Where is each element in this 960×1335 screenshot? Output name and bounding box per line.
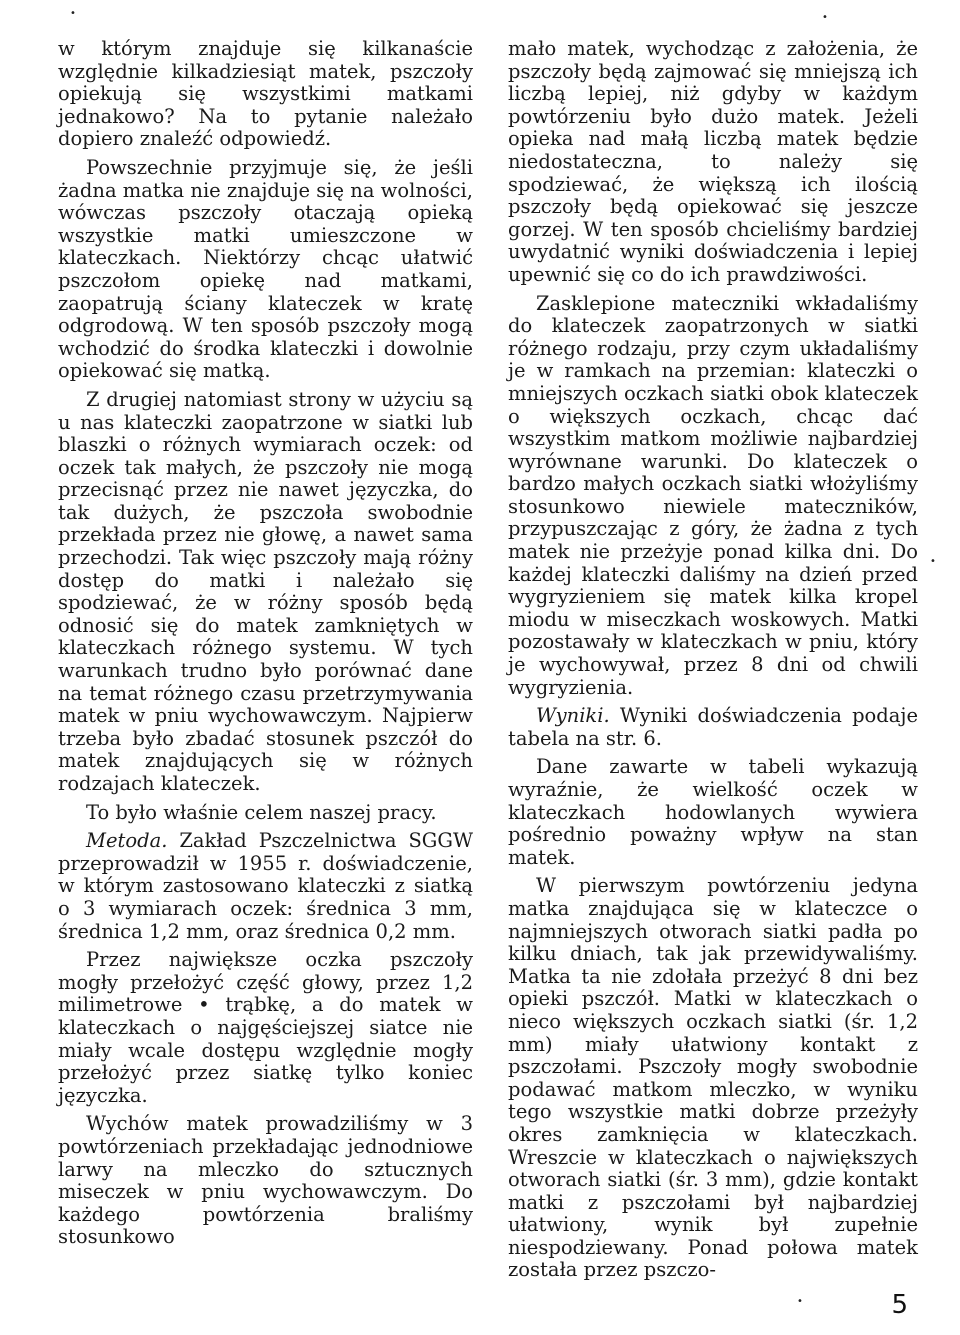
print-speck: • — [822, 12, 828, 23]
paragraph: Z drugiej natomiast strony w użyciu są u nas klateczki zaopatrzone w siatki lub blaszki o różnych wymiarach oczek: od oczek tak małych, że pszczoły nie mogą przecisnąć przez nie nawet języczka, do tak dużych, że pszczoła swobodnie przekłada przez nie głowę, a nawet sama przechodzi. Tak więc pszczoły mają różny dostęp do matki i należało się spodziewać, że w różny sposób będą odnosić się do matek zamkniętych w klateczkach różnego systemu. W tych warunkach trudno było porównać dane na temat różnego czasu przetrzymywania matek w pniu wychowawczym. Najpierw trzeba było zbadać stosunek pszczół do matek znajdujących się w różnych rodzajach klateczek. — [58, 387, 473, 795]
right-column — [508, 38, 918, 1288]
paragraph: Wychów matek prowadziliśmy w 3 powtórzeniach przekładając jednodniowe larwy na mleczko do sztucznych miseczek w pniu wychowawczym. Do każdego powtórzenia braliśmy stosunkowo — [58, 1112, 473, 1249]
paragraph: W pierwszym powtórzeniu jedyna matka znajdująca się w klateczce o najmniejszych otworach siatki padła po kilku dniach, tak jak przewidywaliśmy. Matka ta nie zdołała przeżyć 8 dni bez opieki pszczół. Matki w klateczkach o nieco większych oczkach siatki (śr. 1,2 mm) miały ułatwiony kontakt z pszczołami. Pszczoły mogły swobodnie podawać matkom mleczko, w wyniku tego wszystkie matki dobrze przeżyły okres zamknięcia w klateczkach. Wreszcie w klateczkach o największych otworach siatki (śr. 3 mm), gdzie kontakt matki z pszczołami był najbardziej ułatwiony, wynik był zupełnie niespodziewany. Ponad połowa matek została przez pszczo- — [508, 874, 918, 1282]
paragraph: mało matek, wychodząc z założenia, że pszczoły będą zajmować się mniejszą ich liczbą lepiej, niż gdyby w każdym powtórzeniu było dużo matek. Jeżeli opieka nad małą liczbą matek będzie niedostateczna, to należy się spodziewać, że większą ich ilością pszczoły będą opiekować się jeszcze gorzej. W ten sposób chcieliśmy bardziej uwydatnić wyniki doświadczenia i lepiej upewnić się co do ich prawdziwości. — [508, 37, 918, 286]
print-speck: • — [930, 556, 936, 567]
section-lead: Wyniki. — [536, 704, 610, 728]
paragraph: Powszechnie przyjmuje się, że jeśli żadna matka nie znajduje się na wolności, wówczas pszczoły otaczają opieką wszystkie matki umieszczone w klateczkach. Niektórzy chcąc ułatwić pszczołom opiekę nad matkami, zaopatrują ściany klateczek w kratę odgrodową. W ten sposób pszczoły mogą wchodzić do środka klateczki i dowolnie opiekować się matką. — [58, 155, 473, 383]
print-speck: • — [797, 1296, 803, 1307]
page-number: 5 — [891, 1290, 908, 1320]
paragraph: Dane zawarte w tabeli wykazują wyraźnie, że wielkość oczek w klateczkach hodowlanych wywiera pośrednio poważny wpływ na stan matek. — [508, 755, 918, 869]
paragraph-body: Wyniki doświadczenia podaje tabela na str. 6. — [508, 704, 918, 750]
left-column — [58, 38, 473, 1255]
print-speck: • — [70, 8, 76, 19]
paragraph: Przez największe oczka pszczoły mogły przełożyć część głowy, przez 1,2 milimetrowe • trąbkę, a do matek w klateczkach o najgęściejszej siatce nie miały wcale dostępu względnie mogły przełożyć przez siatkę tylko koniec języczka. — [58, 948, 473, 1107]
paragraph: w którym znajduje się kilkanaście względnie kilkadziesiąt matek, pszczoły opiekują się wszystkimi matkami jednakowo? Na to pytanie należało dopiero znaleźć odpowiedź. — [58, 37, 473, 151]
section-lead: Metoda. — [86, 829, 168, 853]
paragraph: Zasklepione mateczniki wkładaliśmy do klateczek zaopatrzonych w siatki różnego rodzaju, przy czym układaliśmy je w ramkach na przemian: klateczki o mniejszych oczkach siatki obok klateczek o większych oczkach, chcąc dać wszystkim matkom możliwie najbardziej wyrównane warunki. Do klateczek o bardzo małych oczkach siatki włożyliśmy stosunkowo niewiele mateczników, przypuszczając z góry, że żadna z tych matek nie przeżyje ponad kilka dni. Do każdej klateczki daliśmy na dzień przed wygryzieniem się matek kilka kropel miodu w miseczkach woskowych. Matki pozostawały w klateczkach w pniu, który je wychowywał, przez 8 dni od chwili wygryzienia. — [508, 291, 918, 699]
paragraph-body: Zakład Pszczelnictwa SGGW przeprowadził w 1955 r. doświadczenie, w którym zastosowano klateczki z siatką o 3 wymiarach oczek: średnica 3 mm, średnica 1,2 mm, oraz średnica 0,2 mm. — [58, 829, 473, 943]
paragraph — [58, 830, 473, 943]
paragraph — [508, 705, 918, 750]
paragraph: To było właśnie celem naszej pracy. — [86, 800, 437, 824]
